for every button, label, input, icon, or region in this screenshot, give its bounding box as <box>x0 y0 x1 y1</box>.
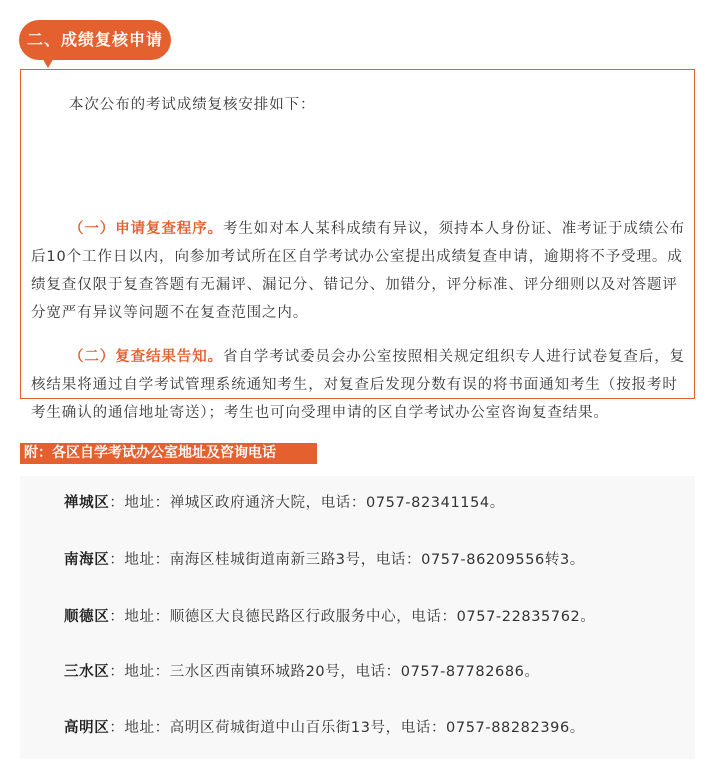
district-name: 禅城区 <box>64 495 110 511</box>
office-item-shunde <box>64 603 595 631</box>
paragraph-heading: （一）申请复查程序。 <box>69 221 223 237</box>
paragraph-body: 省自学考试委员会办公室按照相关规定组织专人进行试卷复查后，复核结果将通过自学考试管理系统通知考生，对复查后发现分数有误的将书面通知考生（按报考时考生确认的通信地址寄送）；考生也可向受理申请的区自学考试办公室咨询复查结果。 <box>31 349 685 421</box>
office-info: ：地址：顺德区大良德民路区行政服务中心，电话：0757-22835762。 <box>109 609 596 625</box>
district-name: 南海区 <box>64 552 110 568</box>
section-tag <box>19 20 171 70</box>
review-content-box <box>20 69 695 421</box>
office-info: ：地址：三水区西南镇环城路20号，电话：0757-87782686。 <box>109 664 540 680</box>
paragraph-result-notice <box>31 343 686 427</box>
office-item-chancheng <box>64 489 505 517</box>
paragraph-heading: （二）复查结果告知。 <box>69 349 223 365</box>
office-info: ：地址：南海区桂城街道南新三路3号，电话：0757-86209556转3。 <box>109 552 585 568</box>
district-name: 顺德区 <box>64 609 110 625</box>
paragraph-body: 考生如对本人某科成绩有异议，须持本人身份证、准考证于成绩公布后10个工作日以内，向参加考试所在区自学考试办公室提出成绩复查申请，逾期将不予受理。成绩复查仅限于复查答题有无漏评、漏记分、错记分、加错分，评分标准、评分细则以及对答题评分宽严有异议等问题不在复查范围之内。 <box>31 221 685 321</box>
paragraph-apply-procedure <box>31 215 686 327</box>
intro-text: 本次公布的考试成绩复核安排如下： <box>69 97 316 113</box>
office-info: ：地址：高明区荷城街道中山百乐街13号，电话：0757-88282396。 <box>109 720 585 736</box>
section-tag-pointer <box>41 56 55 68</box>
district-name: 三水区 <box>64 664 110 680</box>
office-item-gaoming <box>64 714 585 742</box>
district-name: 高明区 <box>64 720 110 736</box>
office-item-sanshui <box>64 658 540 686</box>
office-item-nanhai <box>64 546 585 574</box>
section-title: 二、成绩复核申请 <box>19 20 171 60</box>
appendix-title: 附：各区自学考试办公室地址及咨询电话 <box>24 445 276 461</box>
office-info: ：地址：禅城区政府通济大院，电话：0757-82341154。 <box>109 495 505 511</box>
